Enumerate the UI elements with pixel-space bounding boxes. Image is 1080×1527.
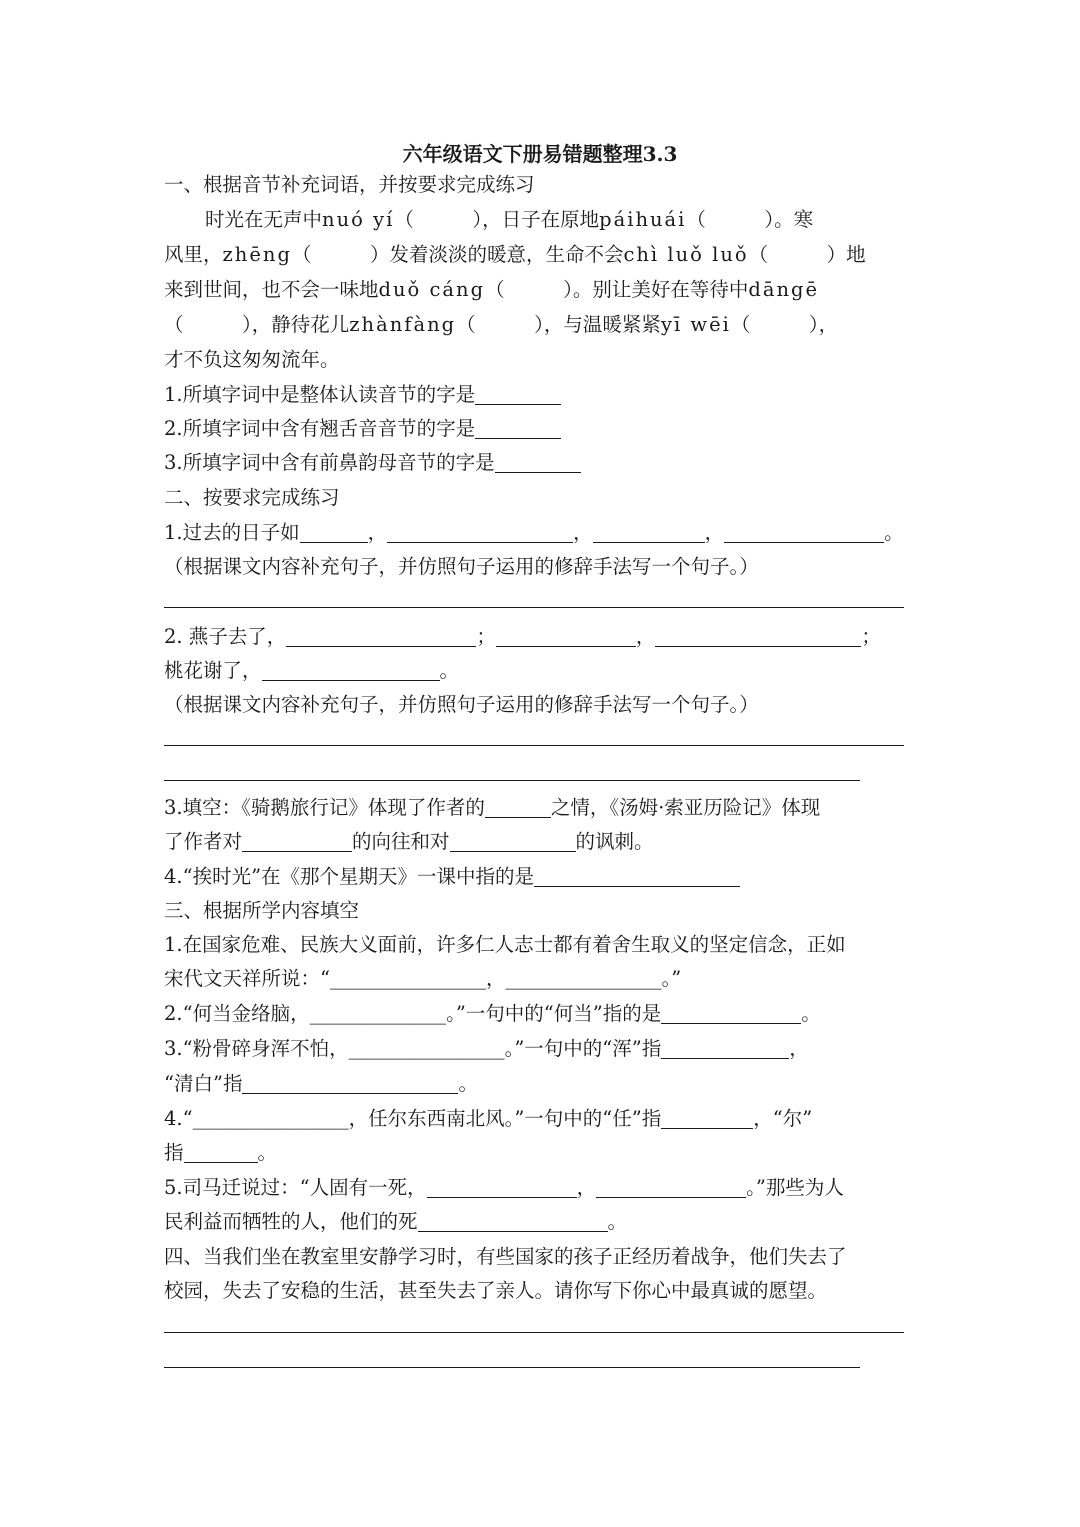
- question-2-2: 2. 燕子去了， ； ， ；: [164, 625, 881, 648]
- answer-blank[interactable]: [661, 1001, 801, 1024]
- question-1-1: 1.所填字词中是整体认读音节的字是: [164, 378, 561, 412]
- section-3-heading: 三、根据所学内容填空: [164, 899, 360, 922]
- instruction-note-1: （根据课文内容补充句子，并仿照句子运用的修辞手法写一个句子。）: [164, 555, 759, 578]
- answer-blank[interactable]: [495, 450, 581, 473]
- answer-blank[interactable]: [300, 520, 368, 543]
- answer-blank[interactable]: [450, 829, 576, 852]
- pinyin-duocang: duǒ cáng: [378, 278, 486, 301]
- answer-blank[interactable]: [475, 382, 561, 405]
- question-3-4: 4.“________________，任尔东西南北风。”一句中的“任”指 ，“尔”: [164, 1107, 813, 1130]
- section-4-heading: 四、当我们坐在教室里安静学习时，有些国家的孩子正经历着战争，他们失去了: [164, 1245, 847, 1268]
- answer-blank[interactable]: [184, 1140, 258, 1163]
- answer-blank[interactable]: [427, 1175, 577, 1198]
- answer-blank[interactable]: [724, 520, 884, 543]
- writing-line[interactable]: [164, 780, 860, 781]
- answer-blank[interactable]: [661, 1106, 753, 1129]
- answer-blank[interactable]: [286, 624, 476, 647]
- pinyin-nuoyi: nuó yí: [322, 208, 395, 231]
- pinyin-zheng: zhēng: [222, 243, 292, 266]
- question-2-1: 1.过去的日子如 ， ， ， 。: [164, 521, 904, 544]
- pinyin-dange: dāngē: [748, 278, 820, 301]
- writing-line[interactable]: [164, 607, 904, 608]
- answer-blank[interactable]: [418, 1209, 608, 1232]
- page-title: 六年级语文下册易错题整理3.3: [402, 142, 678, 166]
- question-2-3-continued: 了作者对 的向往和对 的讽刺。: [164, 830, 654, 853]
- section-4-continued: 校园，失去了安稳的生活，甚至失去了亲人。请你写下你心中最真诚的愿望。: [164, 1279, 828, 1302]
- instruction-note-2: （根据课文内容补充句子，并仿照句子运用的修辞手法写一个句子。）: [164, 693, 759, 716]
- writing-line[interactable]: [164, 1367, 860, 1368]
- question-1-2: 2.所填字词中含有翘舌音音节的字是: [164, 412, 561, 446]
- question-3-1-continued: 宋代文天祥所说：“________________，________________。”: [164, 967, 682, 990]
- pinyin-yiwei: yī wēi: [660, 313, 731, 336]
- question-3-5: 5.司马迁说过：“人固有一死， ， 。”那些为人: [164, 1176, 844, 1199]
- passage-line-4: （ ），静待花儿zhànfàng（ ），与温暖紧紧yī wēi（ ），: [164, 313, 839, 336]
- answer-blank[interactable]: [661, 1036, 789, 1059]
- answer-blank[interactable]: [242, 829, 352, 852]
- writing-line[interactable]: [164, 745, 904, 746]
- question-2-2-continued: 桃花谢了， 。: [164, 659, 460, 682]
- answer-blank[interactable]: [534, 864, 740, 887]
- passage-line-2: 风里，zhēng（ ）发着淡淡的暖意，生命不会chì luǒ luǒ（ ）地: [164, 243, 866, 266]
- question-3-2: 2.“何当金络脑，______________。”一句中的“何当”指的是 。: [164, 1002, 821, 1025]
- question-2-4: 4.“挨时光”在《那个星期天》一课中指的是: [164, 860, 740, 894]
- pinyin-zhanfang: zhànfàng: [349, 313, 457, 336]
- passage-line-3: 来到世间，也不会一味地duǒ cáng（ ）。别让美好在等待中dāngē: [164, 278, 820, 301]
- section-2-heading: 二、按要求完成练习: [164, 486, 340, 509]
- pinyin-paihuai: páihuái: [599, 208, 687, 231]
- question-1-3: 3.所填字词中含有前鼻韵母音节的字是: [164, 446, 581, 480]
- answer-blank[interactable]: [655, 624, 861, 647]
- section-1-heading: 一、根据音节补充词语，并按要求完成练习: [164, 173, 535, 196]
- question-3-4-continued: 指 。: [164, 1141, 278, 1164]
- passage-line-1: 时光在无声中nuó yí（ ），日子在原地páihuái（ ）。寒: [205, 208, 814, 231]
- answer-blank[interactable]: [593, 520, 705, 543]
- answer-blank[interactable]: [475, 416, 561, 439]
- answer-blank[interactable]: [485, 795, 551, 818]
- question-3-5-continued: 民利益而牺牲的人，他们的死 。: [164, 1210, 628, 1233]
- question-2-3: 3.填空：《骑鹅旅行记》体现了作者的 之情，《汤姆·索亚历险记》体现: [164, 796, 821, 819]
- question-3-3-continued: “清白”指 。: [164, 1072, 478, 1095]
- pinyin-chiluoluo: chì luǒ luǒ: [623, 243, 749, 266]
- answer-blank[interactable]: [596, 1175, 746, 1198]
- answer-blank[interactable]: [242, 1071, 458, 1094]
- answer-blank[interactable]: [387, 520, 573, 543]
- passage-line-5: 才不负这匆匆流年。: [164, 348, 340, 371]
- question-3-3: 3.“粉骨碎身浑不怕，________________。”一句中的“浑”指 ，: [164, 1037, 809, 1060]
- answer-blank[interactable]: [262, 658, 440, 681]
- answer-blank[interactable]: [496, 624, 636, 647]
- writing-line[interactable]: [164, 1332, 904, 1333]
- question-3-1: 1.在国家危难、民族大义面前，许多仁人志士都有着舍生取义的坚定信念，正如: [164, 933, 846, 956]
